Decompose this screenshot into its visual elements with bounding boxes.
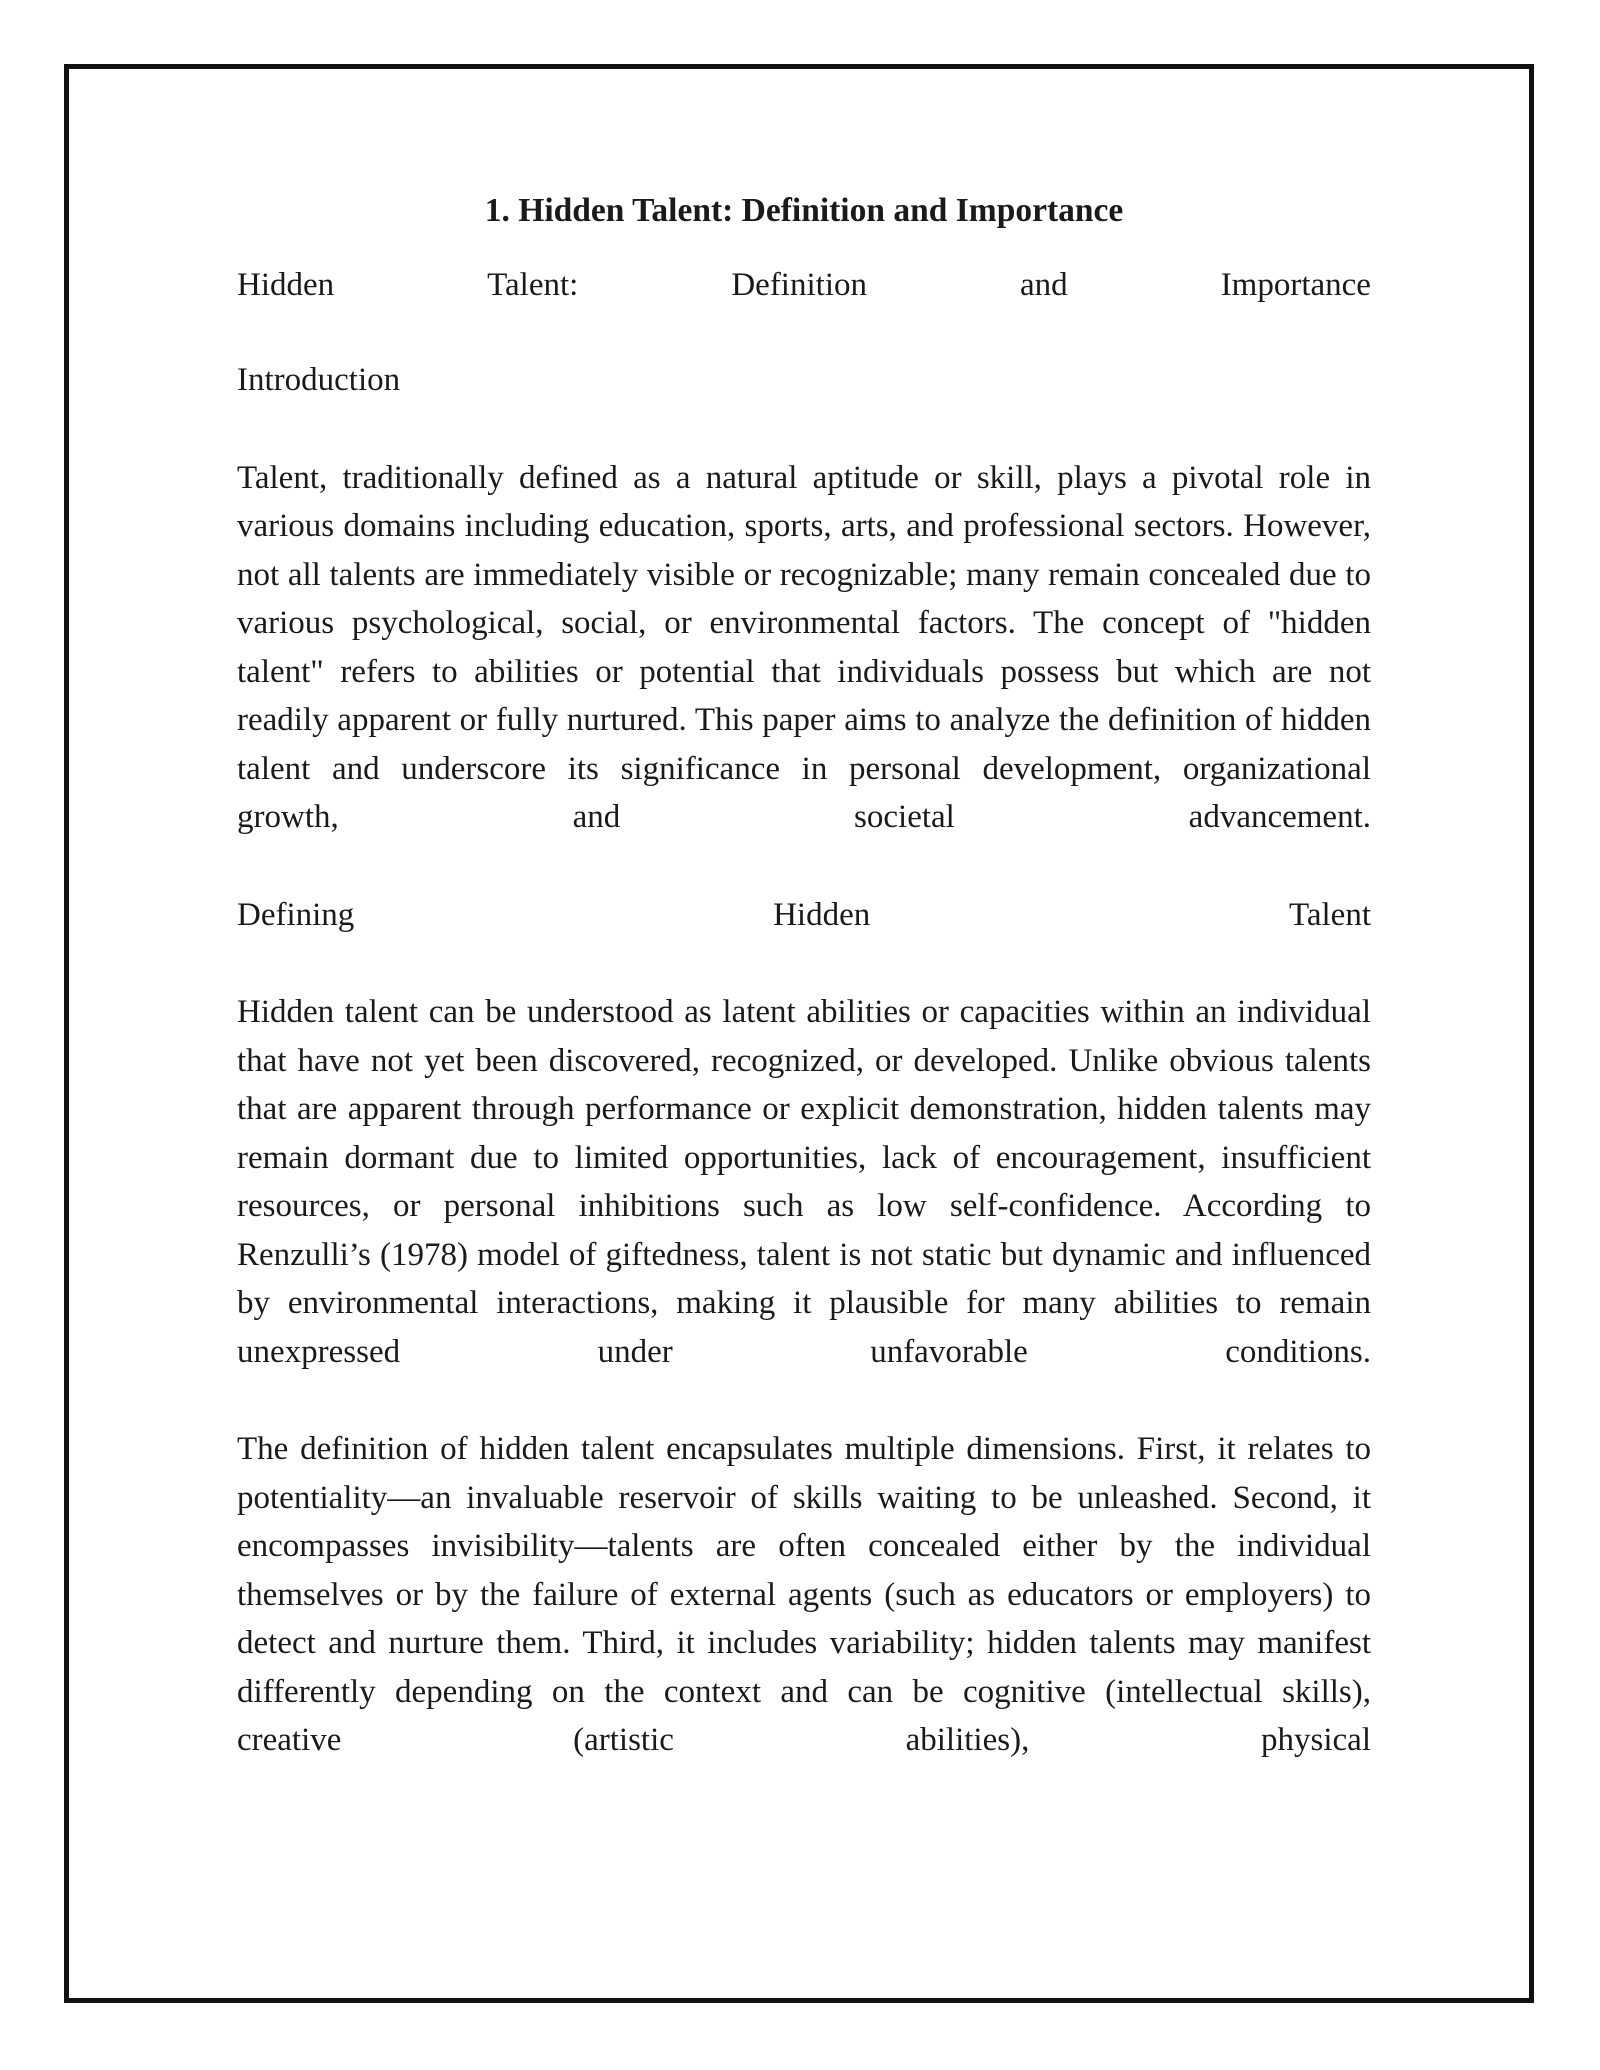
dimensions-paragraph: The definition of hidden talent encapsulates multiple dimensions. First, it relates to potentiality—an invaluable reservoir of skills waiting to be unleashed. Second, it encompasses invisibility—talents are often concealed either by the individual themselves or by the failure of external agents (such as educators or employers) to detect and nurture them. Third, it includes variability; hidden talents may manifest differently depending on the context and can be cognitive (intellectual skills), creative (artistic abilities), physical	[237, 1431, 1371, 1758]
subtitle-line	[237, 260, 1371, 310]
definition-paragraph: Hidden talent can be understood as latent abilities or capacities within an individual that have not yet been discovered, recognized, or developed. Unlike obvious talents that are apparent through performance or explicit demonstration, hidden talents may remain dormant due to limited opportunities, lack of encouragement, insufficient resources, or personal inhibitions such as low self-confidence. According to Renzulli’s (1978) model of giftedness, talent is not static but dynamic and influenced by environmental interactions, making it plausible for many abilities to remain unexpressed under unfavorable conditions.	[237, 994, 1371, 1370]
document-title: 1. Hidden Talent: Definition and Importance	[484, 192, 1124, 229]
heading-word: Hidden	[773, 896, 871, 933]
subtitle-word: and	[1020, 267, 1068, 303]
heading-word: Talent	[1289, 896, 1371, 933]
introduction-label: Introduction	[237, 362, 401, 398]
defining-hidden-talent-heading	[237, 891, 1371, 940]
subtitle-word: Talent:	[487, 267, 579, 303]
intro-paragraph: Talent, traditionally defined as a natural aptitude or skill, plays a pivotal role in various domains including education, sports, arts, and professional sectors. However, not all talents are immediately visible or recognizable; many remain concealed due to various psychological, social, or environmental factors. The concept of "hidden talent" refers to abilities or potential that individuals possess but which are not readily apparent or fully nurtured. This paper aims to analyze the definition of hidden talent and underscore its significance in personal development, organizational growth, and societal advancement.	[237, 459, 1371, 835]
subtitle-word: Hidden	[237, 267, 335, 303]
document-body	[237, 185, 1371, 1765]
subtitle-word: Definition	[731, 267, 867, 303]
subtitle-word: Importance	[1220, 267, 1371, 303]
heading-word: Defining	[237, 896, 355, 933]
